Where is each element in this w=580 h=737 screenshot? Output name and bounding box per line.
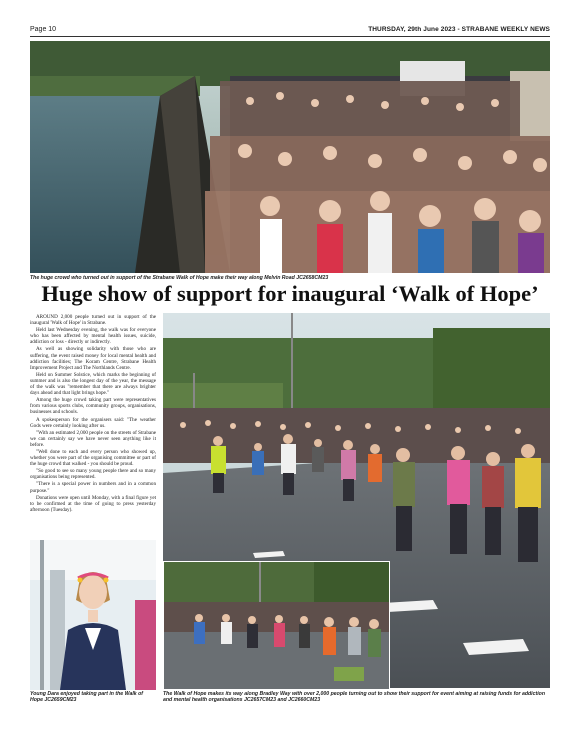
article-paragraph: As well as showing solidarity with those who are suffering, the event raised money for local mental health and addiction facilities; The Koram Centre, Strabane Health Improvement Project and The Northlands Centre. [30, 346, 156, 371]
header-rule [30, 36, 550, 37]
article-paragraph: Held on Summer Solstice, which marks the beginning of summer and is also the longest day of the year, the message of the walk was "remember that there are always brighter days ahead and that light brings hope." [30, 371, 156, 397]
girl-photo [30, 540, 156, 690]
article-paragraph: Among the huge crowd taking part were representatives from various sports clubs, community groups, organisations, businesses and schools. [30, 397, 156, 416]
article-paragraph: A spokesperson for the organisers said: "The weather Gods were certainly looking after us. [30, 416, 156, 429]
article-paragraph: "There is a special power in numbers and in a common purpose." [30, 481, 156, 494]
walkers-inset-photo [163, 561, 390, 690]
girl-photo-caption: Young Dara enjoyed taking part in the Walk of Hope JC2659CM23 [30, 691, 143, 703]
article-body [30, 314, 156, 514]
article-paragraph: Donations were open until Monday, with a final figure yet to be confirmed at the time of going to press yesterday afternoon (Tuesday). [30, 494, 156, 513]
top-photo-caption: The huge crowd who turned out in support of the Strabane Walk of Hope make their way along Melvin Road JC2658CM23 [30, 275, 329, 281]
article-paragraph: Held last Wednesday evening, the walk was for everyone who has been affected by mental health issues, suicide, addiction or loss - directly or indirectly. [30, 327, 156, 346]
article-paragraph: "Well done to each and every person who showed up, whether you were part of the organising committee or part of the huge crowd that walked - you should be proud. [30, 448, 156, 468]
article-paragraph: "With an estimated 2,000 people on the streets of Strabane we can certainly say we have never seen anything like it before. [30, 429, 156, 448]
dateline: THURSDAY, 29th June 2023 - STRABANE WEEKLY NEWS [368, 26, 550, 33]
article-paragraph: "So good to see so many young people there and so many organisations being represented. [30, 468, 156, 481]
walkers-photo-caption: The Walk of Hope makes its way along Bradley Way with over 2,000 people turning out to show their support for event aiming at raising funds for addiction and mental health organisations JC2657CM23 and JC2660CM23 [163, 691, 546, 703]
page-number: Page 10 [30, 26, 57, 33]
headline: Huge show of support for inaugural ‘Walk of Hope’ [41, 281, 539, 306]
article-paragraph: AROUND 2,000 people turned out in support of the inaugural 'Walk of Hope' in Strabane. [30, 314, 156, 327]
crowd-photo [30, 41, 550, 273]
